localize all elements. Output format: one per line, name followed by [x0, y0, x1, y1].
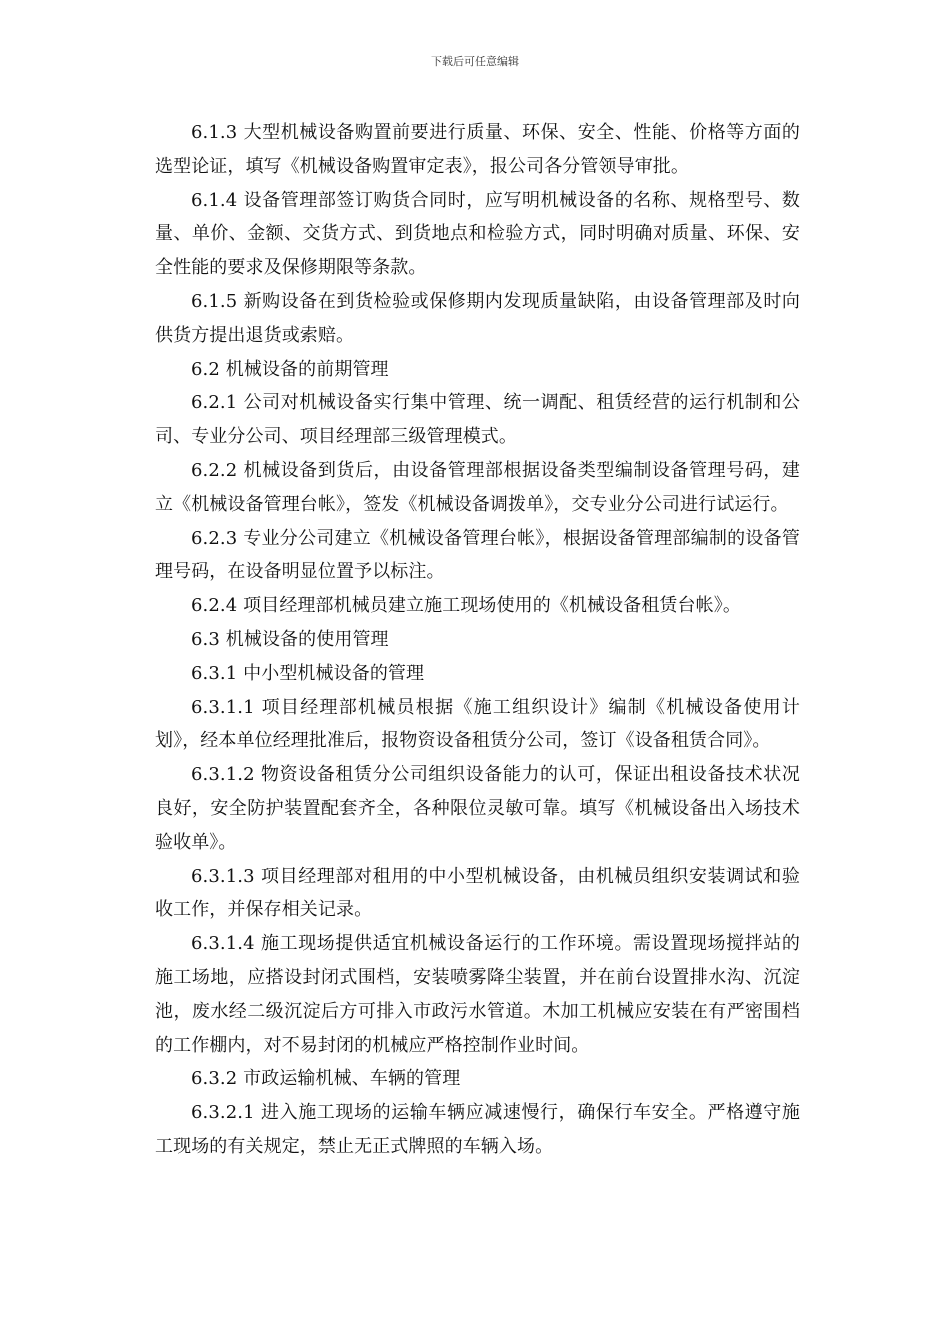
paragraph-6-3-1-1: 6.3.1.1 项目经理部机械员根据《施工组织设计》编制《机械设备使用计划》，经本单位经理批准后，报物资设备租赁分公司，签订《设备租赁合同》。	[155, 696, 800, 752]
paragraph-6-1-5: 6.1.5 新购设备在到货检验或保修期内发现质量缺陷，由设备管理部及时向供货方提出退货或索赔。	[155, 290, 800, 346]
subsection-heading-6-3-1: 6.3.1 中小型机械设备的管理	[191, 662, 425, 684]
subsection-heading-6-3-2: 6.3.2 市政运输机械、车辆的管理	[191, 1068, 461, 1090]
paragraph-6-2-1: 6.2.1 公司对机械设备实行集中管理、统一调配、租赁经营的运行机制和公司、专业分公司、项目经理部三级管理模式。	[155, 392, 800, 448]
paragraph-6-1-4: 6.1.4 设备管理部签订购货合同时，应写明机械设备的名称、规格型号、数量、单价、金额、交货方式、到货地点和检验方式，同时明确对质量、环保、安全性能的要求及保修期限等条款。	[155, 189, 800, 279]
paragraph-6-3-1-4: 6.3.1.4 施工现场提供适宜机械设备运行的工作环境。需设置现场搅拌站的施工场地，应搭设封闭式围档，安装喷雾降尘装置，并在前台设置排水沟、沉淀池，废水经二级沉淀后方可排入市政污水管道。木加工机械应安装在有严密围档的工作棚内，对不易封闭的机械应严格控制作业时间。	[155, 933, 800, 1056]
paragraph-6-3-2-1: 6.3.2.1 进入施工现场的运输车辆应减速慢行，确保行车安全。严格遵守施工现场的有关规定，禁止无正式牌照的车辆入场。	[155, 1102, 800, 1157]
paragraph-6-1-3: 6.1.3 大型机械设备购置前要进行质量、环保、安全、性能、价格等方面的选型论证，填写《机械设备购置审定表》，报公司各分管领导审批。	[155, 122, 800, 177]
paragraph-6-2-4: 6.2.4 项目经理部机械员建立施工现场使用的《机械设备租赁台帐》。	[191, 595, 741, 617]
paragraph-6-2-2: 6.2.2 机械设备到货后，由设备管理部根据设备类型编制设备管理号码，建立《机械设备管理台帐》，签发《机械设备调拨单》，交专业分公司进行试运行。	[155, 459, 800, 515]
section-heading-6-3: 6.3 机械设备的使用管理	[191, 628, 389, 650]
document-body	[155, 116, 800, 1164]
paragraph-6-3-1-2: 6.3.1.2 物资设备租赁分公司组织设备能力的认可，保证出租设备技术状况良好，安全防护装置配套齐全，各种限位灵敏可靠。填写《机械设备出入场技术验收单》。	[155, 764, 800, 853]
page-header: 下载后可任意编辑	[431, 55, 519, 68]
paragraph-6-3-1-3: 6.3.1.3 项目经理部对租用的中小型机械设备，由机械员组织安装调试和验收工作，并保存相关记录。	[155, 865, 800, 921]
paragraph-6-2-3: 6.2.3 专业分公司建立《机械设备管理台帐》，根据设备管理部编制的设备管理号码，在设备明显位置予以标注。	[155, 527, 800, 583]
section-heading-6-2: 6.2 机械设备的前期管理	[191, 358, 389, 380]
